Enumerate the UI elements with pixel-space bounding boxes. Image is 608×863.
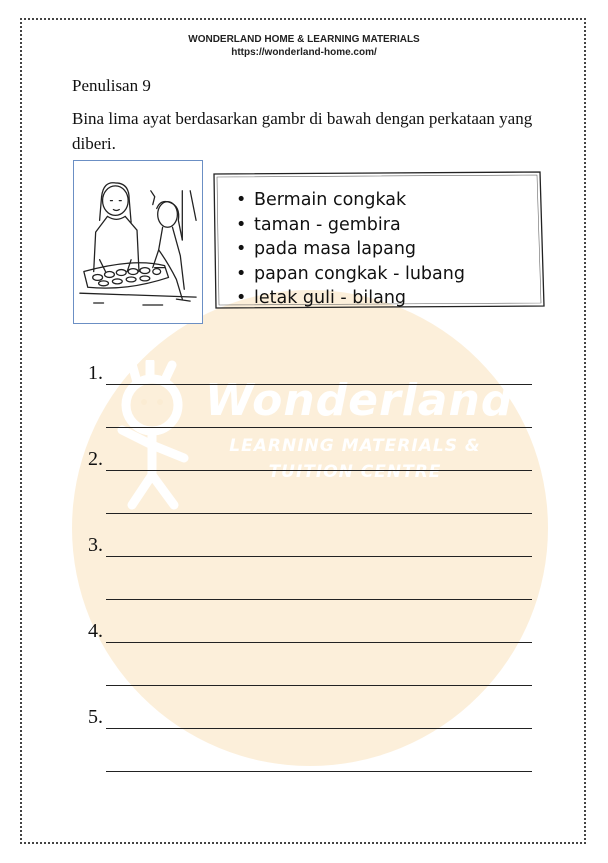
answer-line-1b[interactable] bbox=[106, 427, 532, 428]
answer-number: 5. bbox=[88, 706, 103, 728]
watermark-subtitle-1: LEARNING MATERIALS & bbox=[229, 436, 481, 456]
exercise-instruction: Bina lima ayat berdasarkan gambr di bawah dengan perkataan yang diberi. bbox=[72, 109, 533, 153]
answer-line-5b[interactable] bbox=[106, 771, 532, 772]
answer-line-5a[interactable] bbox=[106, 728, 532, 729]
answer-number: 2. bbox=[88, 448, 103, 470]
list-item: • taman - gembira bbox=[236, 213, 465, 238]
list-item: • pada masa lapang bbox=[236, 237, 465, 262]
page-header bbox=[0, 33, 608, 59]
answer-line-4a[interactable] bbox=[106, 642, 532, 643]
watermark-title: Wonderland bbox=[205, 375, 514, 426]
girls-playing-congkak-icon bbox=[73, 160, 203, 324]
answer-number: 1. bbox=[88, 362, 103, 384]
bullet-icon: • bbox=[236, 214, 247, 235]
answer-number: 4. bbox=[88, 620, 103, 642]
list-item: • papan congkak - lubang bbox=[236, 262, 465, 287]
answer-line-2a[interactable] bbox=[106, 470, 532, 471]
watermark-mascot-icon bbox=[92, 360, 212, 510]
bullet-icon: • bbox=[236, 288, 247, 308]
word-list bbox=[236, 188, 465, 311]
list-item: • Bermain congkak bbox=[236, 188, 465, 213]
answer-line-1a[interactable] bbox=[106, 384, 532, 385]
bullet-icon: • bbox=[236, 239, 247, 259]
answer-line-4b[interactable] bbox=[106, 685, 532, 686]
list-item: • letak guli - bilang bbox=[236, 286, 465, 311]
answer-line-3b[interactable] bbox=[106, 599, 532, 600]
watermark-subtitle-2: TUITION CENTRE bbox=[268, 462, 442, 482]
answer-line-2b[interactable] bbox=[106, 513, 532, 514]
bullet-icon: • bbox=[236, 190, 247, 210]
header-url[interactable]: https://wonderland-home.com/ bbox=[231, 47, 377, 58]
answer-number: 3. bbox=[88, 534, 103, 556]
exercise-heading: Penulisan 9 bbox=[72, 76, 151, 95]
header-title: WONDERLAND HOME & LEARNING MATERIALS bbox=[188, 34, 420, 45]
answer-line-3a[interactable] bbox=[106, 556, 532, 557]
bullet-icon: • bbox=[236, 263, 247, 284]
